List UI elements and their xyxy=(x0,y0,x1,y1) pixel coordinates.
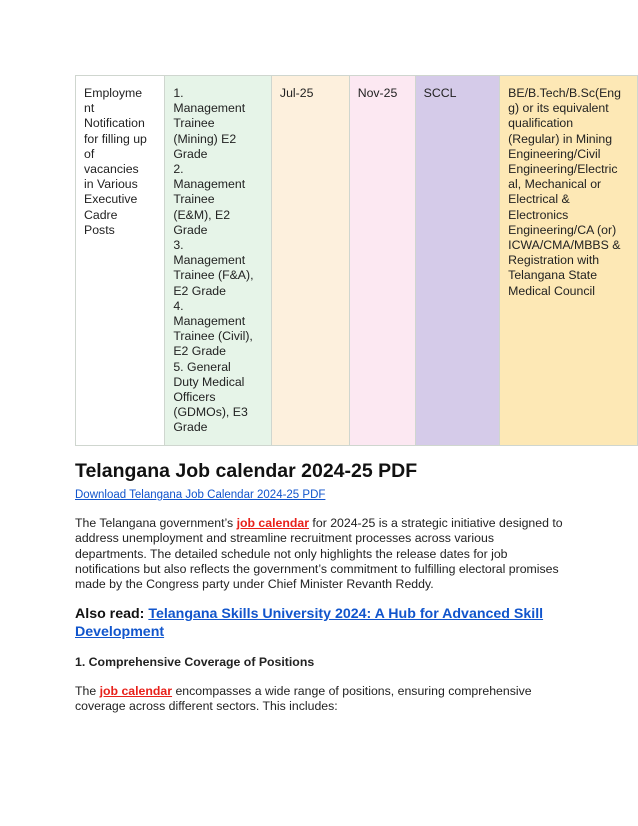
qualification-cell xyxy=(500,76,638,446)
qualification-line: Engineering/CA (or) xyxy=(508,222,617,237)
qualification-line: al, Mechanical or xyxy=(508,177,602,192)
qualification-line: Registration with xyxy=(508,253,600,268)
job-calendar-link-2[interactable]: job calendar xyxy=(99,684,173,698)
qualification-line: qualification xyxy=(508,116,574,131)
section-1-title: 1. Comprehensive Coverage of Positions xyxy=(75,655,315,669)
category-line: of xyxy=(84,146,95,161)
recruiting-agency-cell xyxy=(415,76,500,446)
table-row xyxy=(76,76,638,446)
posts-line: Officers xyxy=(173,390,216,405)
posts-line: Trainee xyxy=(173,192,215,207)
posts-cell xyxy=(165,76,272,446)
exam-month: Nov-25 xyxy=(357,86,398,100)
category-line: Notification xyxy=(84,116,145,131)
download-pdf-link[interactable]: Download Telangana Job Calendar 2024-25 PDF xyxy=(75,489,326,501)
posts-line: 5. General xyxy=(173,359,231,374)
qualification-line: ICWA/CMA/MBBS & xyxy=(508,238,621,253)
posts-line: (GDMOs), E3 xyxy=(173,405,248,420)
posts-line: 2. xyxy=(173,162,184,177)
posts-line: Trainee xyxy=(173,116,215,131)
qualification-line: Engineering/Civil xyxy=(508,146,601,161)
posts-line: (Mining) E2 xyxy=(173,131,237,146)
category-line: in Various xyxy=(84,177,138,192)
skills-university-link[interactable]: Telangana Skills University 2024: A Hub for Advanced Skill Development xyxy=(75,606,544,640)
also-read-prefix: Also read: xyxy=(75,606,149,622)
notification-month: Jul-25 xyxy=(279,86,314,100)
intro-paragraph xyxy=(75,516,565,592)
coverage-text-after: encompasses a wide range of positions, ensuring comprehensive coverage across different sectors. This includes: xyxy=(75,684,532,714)
category-line: vacancies xyxy=(84,162,139,177)
qualification-line: Electronics xyxy=(508,207,569,222)
posts-line: Management xyxy=(173,177,246,192)
exam-month-cell xyxy=(349,76,415,446)
qualification-line: Telangana State xyxy=(508,268,598,283)
posts-line: E2 Grade xyxy=(173,344,226,359)
coverage-paragraph xyxy=(75,684,565,715)
posts-line: (E&M), E2 xyxy=(173,207,231,222)
intro-text-after: for 2024-25 is a strategic initiative designed to address unemployment and streamline recruitment processes across various departments. The detailed schedule not only highlights the release dates for job notifications but also reflects the government’s commitment to fulfilling electoral promises made by the Congress party under Chief Minister Revanth Reddy. xyxy=(75,516,563,592)
category-line: Posts xyxy=(84,222,115,237)
posts-line: Duty Medical xyxy=(173,374,245,389)
qualification-line: BE/B.Tech/B.Sc(Eng xyxy=(508,86,621,100)
also-read xyxy=(75,605,575,641)
posts-line: 1. xyxy=(173,86,184,100)
qualification-line: Medical Council xyxy=(508,283,595,298)
category-line: Cadre xyxy=(84,207,118,222)
qualification-line: g) or its equivalent xyxy=(508,101,609,116)
category-cell xyxy=(76,76,165,446)
posts-line: 4. xyxy=(173,298,184,313)
posts-line: Management xyxy=(173,101,246,116)
posts-line: Grade xyxy=(173,420,208,435)
job-calendar-table xyxy=(75,75,638,446)
posts-line: Grade xyxy=(173,222,208,237)
category-line: for filling up xyxy=(84,131,147,146)
posts-line: Trainee (F&A), xyxy=(173,268,254,283)
intro-text-before: The Telangana government’s xyxy=(75,516,237,530)
section-heading: Telangana Job calendar 2024-25 PDF xyxy=(75,460,418,482)
job-calendar-link[interactable]: job calendar xyxy=(236,516,310,530)
posts-line: Management xyxy=(173,253,246,268)
category-line: Executive xyxy=(84,192,138,207)
posts-line: 3. xyxy=(173,238,184,253)
qualification-line: Engineering/Electric xyxy=(508,162,618,177)
category-line: Employme xyxy=(84,86,143,100)
qualification-line: (Regular) in Mining xyxy=(508,131,613,146)
posts-line: Management xyxy=(173,314,246,329)
posts-line: Trainee (Civil), xyxy=(173,329,253,344)
posts-line: E2 Grade xyxy=(173,283,226,298)
notification-month-cell xyxy=(271,76,349,446)
category-line: nt xyxy=(84,101,95,116)
coverage-text-before: The xyxy=(75,684,100,698)
qualification-line: Electrical & xyxy=(508,192,570,207)
posts-line: Grade xyxy=(173,146,208,161)
recruiting-agency: SCCL xyxy=(423,86,457,100)
